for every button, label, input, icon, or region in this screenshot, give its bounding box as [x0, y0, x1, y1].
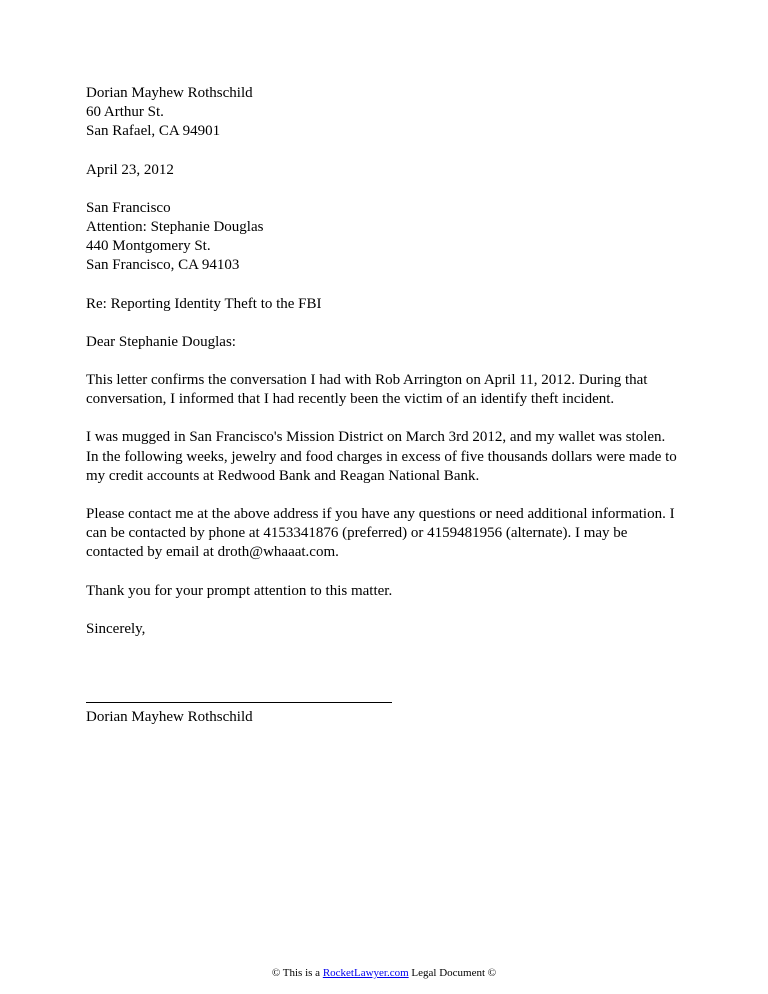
- sender-name: Dorian Mayhew Rothschild: [86, 85, 253, 101]
- recipient-city: San Francisco, CA 94103: [86, 257, 240, 274]
- paragraph-line: Please contact me at the above address if you have any questions or need additional information. I: [86, 506, 675, 523]
- paragraph-line: my credit accounts at Redwood Bank and Reagan National Bank.: [86, 467, 480, 484]
- footer-prefix: © This is a: [271, 967, 323, 979]
- salutation: [86, 333, 686, 352]
- signature-line: [86, 702, 392, 703]
- subject-text: Re: Reporting Identity Theft to the FBI: [86, 295, 322, 312]
- paragraph-line: can be contacted by phone at 4153341876 (preferred) or 4159481956 (alternate). I may be: [86, 525, 628, 542]
- salutation-text: Dear Stephanie Douglas:: [86, 333, 236, 350]
- closing: [86, 620, 686, 639]
- paragraph-line: conversation, I informed that I had recently been the victim of an identify theft incident.: [86, 391, 615, 408]
- closing-text: Sincerely,: [86, 620, 146, 637]
- subject-line: [86, 295, 686, 314]
- footer-suffix: Legal Document ©: [408, 967, 497, 979]
- paragraph-line: Thank you for your prompt attention to this matter.: [86, 582, 393, 599]
- rocketlawyer-link[interactable]: RocketLawyer.com: [322, 967, 409, 979]
- letter-body: [86, 84, 686, 727]
- sender-address: [86, 84, 686, 142]
- paragraph-line: contacted by email at droth@whaaat.com.: [86, 544, 339, 561]
- footer-notice: [0, 966, 768, 980]
- paragraph-line: I was mugged in San Francisco's Mission District on March 3rd 2012, and my wallet was stolen.: [86, 429, 666, 446]
- recipient-address: [86, 199, 686, 276]
- recipient-organization: San Francisco: [86, 199, 171, 216]
- recipient-street: 440 Montgomery St.: [86, 238, 211, 255]
- recipient-attention: Attention: Stephanie Douglas: [86, 219, 264, 236]
- paragraph-1: [86, 371, 686, 409]
- sender-city: San Rafael, CA 94901: [86, 123, 221, 140]
- sender-street: 60 Arthur St.: [86, 104, 164, 121]
- date-text: April 23, 2012: [86, 161, 174, 178]
- paragraph-line: This letter confirms the conversation I had with Rob Arrington on April 11, 2012. During that: [86, 372, 648, 389]
- paragraph-4: [86, 582, 686, 601]
- letter-date: [86, 161, 686, 180]
- paragraph-2: [86, 428, 686, 486]
- paragraph-3: [86, 505, 686, 563]
- paragraph-line: In the following weeks, jewelry and food charges in excess of five thousands dollars were made to: [86, 448, 677, 465]
- signature-name: Dorian Mayhew Rothschild: [86, 709, 253, 726]
